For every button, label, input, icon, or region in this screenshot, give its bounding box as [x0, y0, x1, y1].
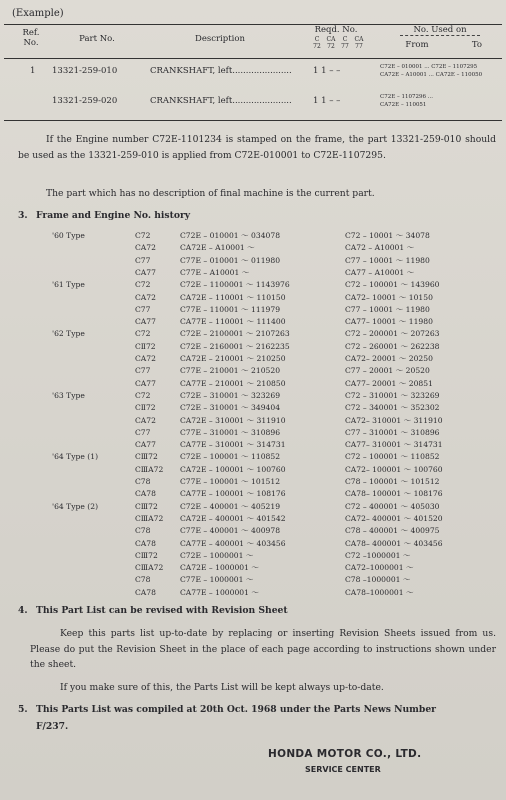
history-engine-no: CA72E – 110001 ～ 110150 — [180, 292, 286, 302]
history-frame-no: CA72 – A10001 ～ — [345, 243, 415, 253]
history-model: CⅢA72 — [135, 464, 164, 474]
history-frame-no: C77 – 10001 ～ 11980 — [345, 255, 430, 265]
row1-part-no: 13321-259-010 — [52, 66, 118, 76]
row2-used-from: C72E – 1107296 ... — [380, 94, 433, 100]
header-from: From — [405, 40, 429, 50]
history-engine-no: C72E – 100001 ～ 110852 — [180, 452, 281, 462]
history-frame-no: C72 – 260001 ～ 262238 — [345, 341, 440, 351]
history-engine-no: C77E – 400001 ～ 400978 — [180, 526, 281, 536]
row2-part-no: 13321-259-020 — [52, 96, 118, 106]
example-paragraph: If the Engine number C72E-1101234 is stamped on the frame, the part 13321-259-010 should be used as the 13321-259-010 is applied from C72E-010001 to C72E-1107295. — [18, 134, 496, 161]
history-model: C78 — [135, 477, 151, 486]
history-engine-no: CA77E – 110001 ～ 111400 — [180, 317, 286, 327]
history-model: CⅢA72 — [135, 563, 164, 573]
history-model: C72 — [135, 280, 151, 290]
history-frame-no: CA78– 400001 ～ 403456 — [345, 538, 443, 548]
history-frame-no: C72 – 100001 ～ 110852 — [345, 452, 440, 462]
revision-paragraph: Keep this parts list up-to-date by replacing or inserting Revision Sheets issued from us. Please do put the Revision Sheet in the place of each page according to instructions shown under the sheet. — [30, 628, 496, 670]
history-frame-no: C72 – 340001 ～ 352302 — [345, 403, 440, 413]
row1-used-to: CA72E – A10001 ... CA72E – 110050 — [380, 72, 483, 78]
section5-heading: 5. This Parts List was compiled at 20th Oct. 1968 under the Parts News Number — [18, 704, 437, 715]
section4-heading: 4. This Part List can be revised with Revision Sheet — [18, 605, 288, 616]
table-header-rule — [4, 58, 502, 59]
revision-note: If you make sure of this, the Parts List will be kept always up-to-date. — [60, 682, 384, 693]
history-model: C77 — [135, 304, 151, 314]
history-type: '61 Type — [52, 280, 85, 290]
history-model: CA72 — [135, 292, 156, 302]
header-to: To — [471, 40, 483, 50]
history-engine-no: C72E – 400001 ～ 405219 — [180, 501, 281, 511]
history-engine-no: CA77E – 210001 ～ 210850 — [180, 378, 286, 388]
history-frame-no: CA72–1000001 ～ — [345, 563, 414, 573]
section5-line2: F/237. — [36, 721, 69, 732]
history-frame-no: CA77– 10001 ～ 11980 — [345, 317, 433, 327]
history-frame-no: CA77– 310001 ～ 314731 — [345, 440, 443, 450]
section3-heading: 3. Frame and Engine No. history — [18, 210, 191, 221]
history-model: CA72 — [135, 354, 156, 363]
company-name: HONDA MOTOR CO., LTD. — [268, 748, 422, 760]
history-engine-no: C77E – A10001 ～ — [180, 267, 250, 277]
history-frame-no: CA72– 10001 ～ 10150 — [345, 292, 433, 302]
history-model: CA77 — [135, 267, 156, 277]
history-model: CA77 — [135, 440, 156, 450]
history-model: C72 — [135, 329, 151, 339]
history-frame-no: CA72– 100001 ～ 100760 — [345, 464, 443, 474]
history-frame-no: CA78– 100001 ～ 108176 — [345, 489, 443, 499]
history-engine-no: CA72E – 210001 ～ 210250 — [180, 354, 286, 363]
history-engine-no: C72E – 2100001 ～ 2107263 — [180, 329, 290, 339]
history-model: CⅢ72 — [135, 501, 158, 511]
history-model: CA78 — [135, 538, 156, 548]
header-reqd: Reqd. No. — [314, 25, 358, 35]
history-type: '62 Type — [52, 329, 85, 339]
history-model: C72 — [135, 231, 151, 240]
history-model: CA72 — [135, 415, 156, 425]
history-model: C77 — [135, 366, 151, 376]
history-frame-no: CA78–1000001 ～ — [345, 587, 414, 597]
history-frame-no: C77 – 20001 ～ 20520 — [345, 366, 430, 376]
history-model: CA77 — [135, 378, 156, 388]
header-part-no: Part No. — [79, 34, 115, 44]
history-model: CA77 — [135, 317, 156, 327]
history-type: '64 Type (1) — [52, 452, 99, 462]
header-used-on: No. Used on — [400, 25, 480, 36]
row2-used-to: CA72E – 110051 — [380, 102, 427, 108]
history-type: '60 Type — [52, 231, 85, 240]
history-type: '63 Type — [52, 390, 85, 400]
reqd-col-ca72: CA 72 — [326, 36, 336, 50]
reqd-col-c77: C 77 — [341, 36, 349, 50]
history-frame-no: C77 – 310001 ～ 310896 — [345, 427, 440, 437]
history-engine-no: C77E – 100001 ～ 101512 — [180, 477, 281, 486]
row1-used-from: C72E – 010001 ... C72E – 1107295 — [380, 64, 478, 70]
history-model: CA78 — [135, 489, 156, 499]
history-model: C77 — [135, 427, 151, 437]
header-description: Description — [195, 34, 245, 44]
reqd-col-c72: C 72 — [313, 36, 321, 50]
history-frame-no: C72 – 100001 ～ 143960 — [345, 280, 440, 290]
history-engine-no: C72E – 2160001 ～ 2162235 — [180, 341, 290, 351]
history-frame-no: CA77 – A10001 ～ — [345, 267, 415, 277]
history-frame-no: CA77– 20001 ～ 20851 — [345, 378, 433, 388]
history-frame-no: C77 – 10001 ～ 11980 — [345, 304, 430, 314]
history-frame-no: C72 – 310001 ～ 323269 — [345, 390, 440, 400]
history-engine-no: C72E – 310001 ～ 323269 — [180, 390, 281, 400]
history-engine-no: CA77E – 400001 ～ 403456 — [180, 538, 286, 548]
history-model: CⅢ72 — [135, 452, 158, 462]
history-engine-no: CA72E – 310001 ～ 311910 — [180, 415, 286, 425]
history-model: CⅡ72 — [135, 403, 156, 413]
row2-description: CRANKSHAFT, left...................... — [150, 96, 292, 106]
history-frame-no: C72 – 10001 ～ 34078 — [345, 231, 430, 240]
example-label: (Example) — [12, 8, 64, 19]
history-engine-no: CA72E – A10001 ～ — [180, 243, 255, 253]
history-model: CⅡ72 — [135, 341, 156, 351]
history-type: '64 Type (2) — [52, 501, 99, 511]
history-frame-no: CA72– 400001 ～ 401520 — [345, 513, 443, 523]
history-frame-no: CA72– 20001 ～ 20250 — [345, 354, 433, 363]
history-engine-no: C77E – 1000001 ～ — [180, 575, 254, 585]
history-engine-no: C77E – 310001 ～ 310896 — [180, 427, 281, 437]
history-engine-no: CA77E – 310001 ～ 314731 — [180, 440, 286, 450]
history-engine-no: CA72E – 1000001 ～ — [180, 563, 259, 573]
history-frame-no: C78 –1000001 ～ — [345, 575, 411, 585]
table-bottom-rule — [4, 120, 502, 121]
history-engine-no: C72E – 310001 ～ 349404 — [180, 403, 281, 413]
row1-ref: 1 — [30, 66, 36, 76]
history-model: C78 — [135, 575, 151, 585]
history-frame-no: C72 – 200001 ～ 207263 — [345, 329, 440, 339]
history-frame-no: C78 – 100001 ～ 101512 — [345, 477, 440, 486]
history-frame-no: C78 – 400001 ～ 400975 — [345, 526, 440, 536]
history-engine-no: C77E – 110001 ～ 111979 — [180, 304, 281, 314]
history-engine-no: C72E – 1100001 ～ 1143976 — [180, 280, 290, 290]
history-frame-no: C72 – 400001 ～ 405030 — [345, 501, 440, 511]
history-engine-no: C77E – 010001 ～ 011980 — [180, 255, 281, 265]
history-model: CⅢ72 — [135, 550, 158, 560]
history-engine-no: C72E – 010001 ～ 034078 — [180, 231, 281, 240]
history-model: C78 — [135, 526, 151, 536]
header-ref: Ref. No. — [22, 28, 40, 48]
history-model: C72 — [135, 390, 151, 400]
row2-qty: 1 1 – – — [313, 96, 341, 106]
history-engine-no: CA77E – 100001 ～ 108176 — [180, 489, 286, 499]
row1-description: CRANKSHAFT, left...................... — [150, 66, 292, 76]
history-engine-no: CA72E – 400001 ～ 401542 — [180, 513, 286, 523]
history-model: CA72 — [135, 243, 156, 253]
reqd-col-ca77: CA 77 — [354, 36, 364, 50]
history-model: CA78 — [135, 587, 156, 597]
row1-qty: 1 1 – – — [313, 66, 341, 76]
history-frame-no: CA72– 310001 ～ 311910 — [345, 415, 443, 425]
history-frame-no: C72 –1000001 ～ — [345, 550, 411, 560]
history-engine-no: C77E – 210001 ～ 210520 — [180, 366, 281, 376]
history-engine-no: C72E – 1000001 ～ — [180, 550, 254, 560]
history-model: CⅢA72 — [135, 513, 164, 523]
service-center: SERVICE CENTER — [305, 765, 381, 774]
history-engine-no: CA72E – 100001 ～ 100760 — [180, 464, 286, 474]
history-model: C77 — [135, 255, 151, 265]
history-engine-no: CA77E – 1000001 ～ — [180, 587, 259, 597]
current-part-note: The part which has no description of final machine is the current part. — [46, 188, 375, 199]
